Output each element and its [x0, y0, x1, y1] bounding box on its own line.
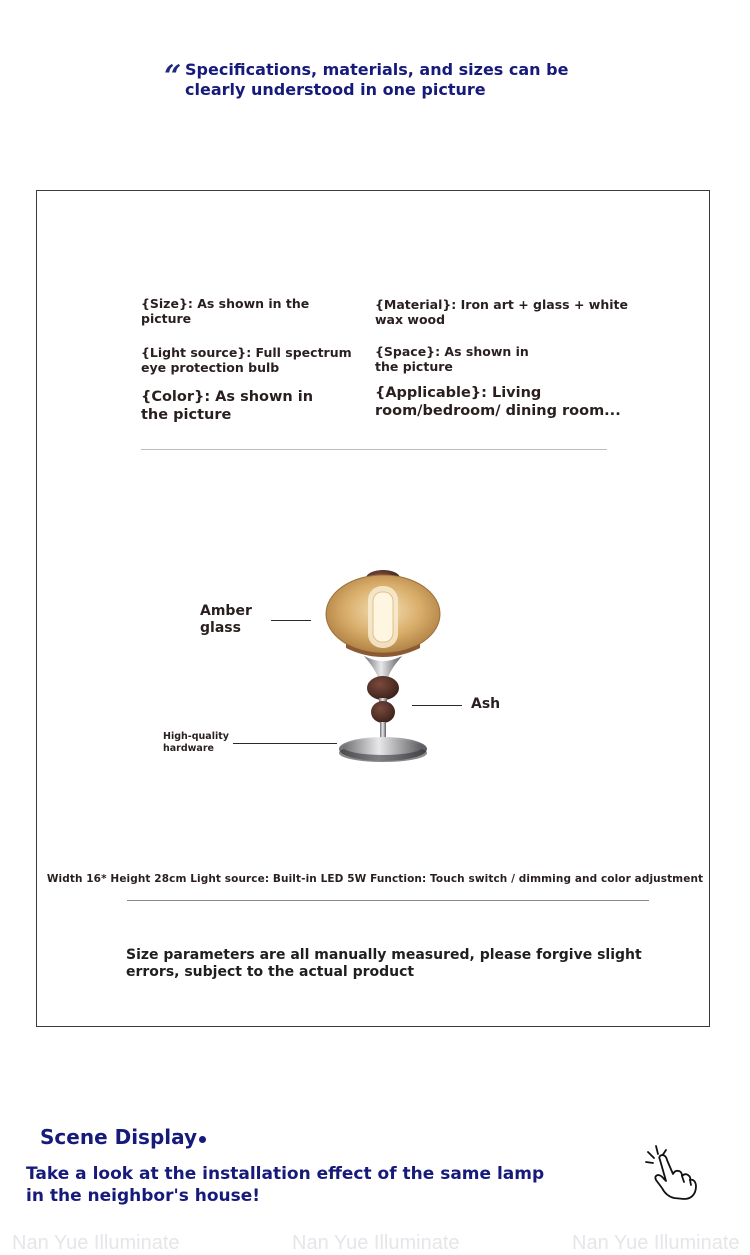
- scene-title: Scene Display: [40, 1125, 198, 1149]
- watermark-text: Nan Yue Illuminate: [572, 1232, 740, 1254]
- spec-divider: [141, 449, 607, 450]
- spec-light-source: {Light source}: Full spectrum eye protection bulb: [141, 345, 352, 375]
- callout-hardware: High-quality hardware: [163, 731, 229, 754]
- page-headline: Specifications, materials, and sizes can be clearly understood in one picture: [185, 60, 569, 99]
- scene-subtitle: Take a look at the installation effect of the same lamp in the neighbor's house!: [26, 1164, 545, 1206]
- callout-line-ash: [412, 705, 462, 706]
- callout-line-hardware: [233, 743, 337, 744]
- spec-space: {Space}: As shown in the picture: [375, 344, 529, 374]
- watermark-text: Nan Yue Illuminate: [292, 1232, 460, 1254]
- measurement-note: Size parameters are all manually measured, please forgive slight errors, subject to the actual product: [126, 947, 642, 980]
- spec-material: {Material}: Iron art + glass + white wax wood: [375, 297, 628, 327]
- quote-mark-icon: “: [164, 59, 182, 94]
- watermark-text: Nan Yue Illuminate: [12, 1232, 180, 1254]
- spec-size: {Size}: As shown in the picture: [141, 296, 310, 326]
- table-lamp-image: [318, 566, 458, 772]
- tap-hand-icon: [640, 1142, 704, 1202]
- scene-dot-icon: [199, 1136, 206, 1143]
- callout-line-amber-glass: [271, 620, 311, 621]
- spec-applicable: {Applicable}: Living room/bedroom/ dining room...: [375, 385, 621, 419]
- callout-amber-glass: Amber glass: [200, 603, 252, 636]
- callout-ash: Ash: [471, 696, 501, 712]
- spec-color: {Color}: As shown in the picture: [141, 389, 314, 423]
- dimensions-text: Width 16* Height 28cm Light source: Built-in LED 5W Function: Touch switch / dimming and color adjustment: [46, 873, 704, 885]
- dimensions-divider: [127, 900, 649, 901]
